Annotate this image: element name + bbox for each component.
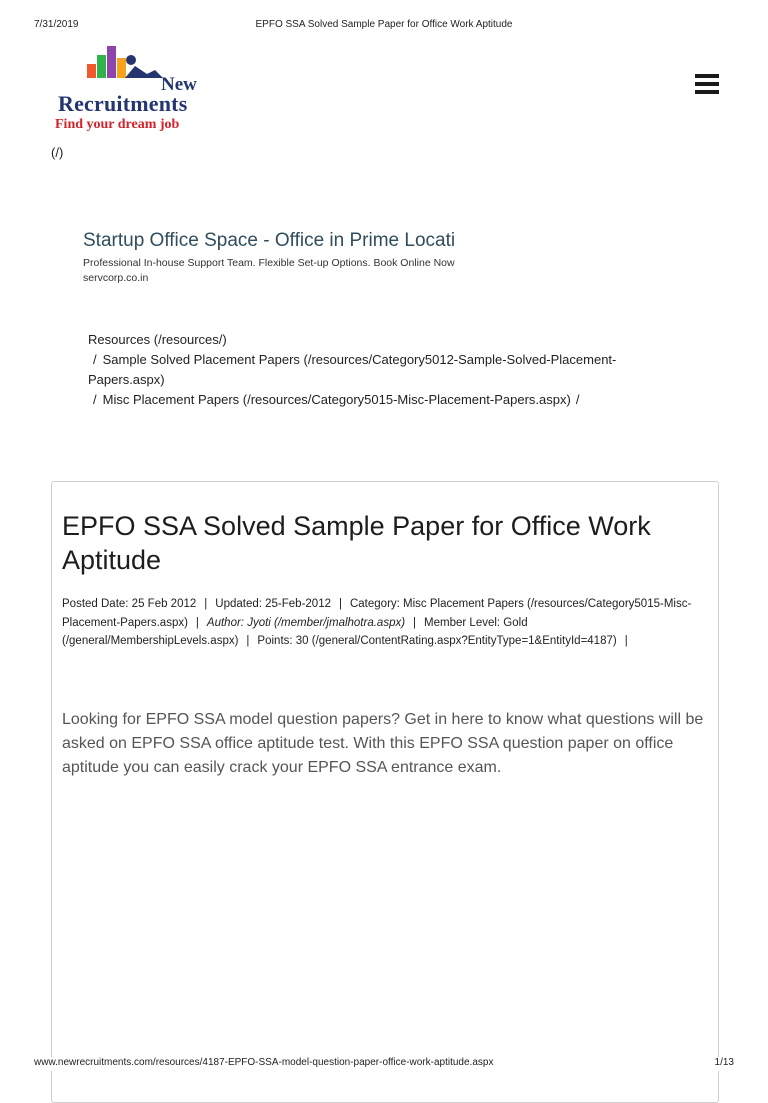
updated-date: Updated: 25-Feb-2012 [215, 598, 331, 610]
posted-date: Posted Date: 25 Feb 2012 [62, 598, 197, 610]
article-intro: Looking for EPFO SSA model question papers? Get in here to know what questions will be asked on EPFO SSA office aptitude test. With this EPFO SSA question paper on office aptitude you can easily crack your EPFO SSA entrance exam. [62, 711, 704, 776]
ad-title[interactable]: Startup Office Space - Office in Prime Locati [83, 230, 456, 251]
logo-word-new: New [161, 74, 197, 95]
hamburger-menu-icon[interactable] [695, 74, 719, 95]
author-link[interactable]: Author: Jyoti (/member/jmalhotra.aspx) [206, 616, 406, 629]
advertisement[interactable] [83, 228, 503, 284]
menu-bar [695, 74, 719, 78]
print-header [34, 19, 734, 33]
menu-bar [695, 90, 719, 94]
home-link[interactable]: (/) [51, 145, 64, 160]
logo-tagline: Find your dream job [55, 117, 180, 132]
breadcrumb-item-sample-papers[interactable]: Sample Solved Placement Papers (/resources/Category5012-Sample-Solved-Placement-Papers.aspx) [88, 352, 617, 387]
ad-url[interactable]: servcorp.co.in [83, 272, 149, 284]
print-url: www.newrecruitments.com/resources/4187-EPFO-SSA-model-question-paper-office-work-aptitude.aspx [34, 1057, 494, 1068]
category-link[interactable]: Category: Misc Placement Papers (/resources/Category5015-Misc-Placement-Papers.aspx) [62, 598, 692, 629]
article-meta: Posted Date: 25 Feb 2012 | Updated: 25-Feb-2012 | Category: Misc Placement Papers (/resources/Category5015-Misc-Placement-Papers.aspx) | Author: Jyoti (/member/jmalhotra.aspx) | Member Level: Gold (/general/MembershipLevels.aspx) | Points: 30 (/general/ContentRating.aspx?EntityType=1&EntityId=4187) | [62, 598, 692, 647]
logo-brand-name: Recruitments [58, 91, 188, 116]
menu-bar [695, 82, 719, 86]
member-level-link[interactable]: Member Level: Gold (/general/MembershipLevels.aspx) [62, 616, 528, 647]
site-logo[interactable] [55, 44, 225, 136]
breadcrumb-item-resources[interactable]: Resources (/resources/) [88, 332, 227, 347]
article-card [51, 481, 719, 1103]
breadcrumb [88, 330, 688, 410]
logo-graphic-icon [55, 44, 165, 94]
print-footer [34, 1057, 734, 1071]
print-date: 7/31/2019 [34, 19, 79, 30]
print-document-title: EPFO SSA Solved Sample Paper for Office Work Aptitude [255, 19, 513, 30]
ad-description: Professional In-house Support Team. Flexible Set-up Options. Book Online Now [83, 257, 455, 269]
points-link[interactable]: Points: 30 (/general/ContentRating.aspx?EntityType=1&EntityId=4187) [257, 635, 617, 647]
breadcrumb-item-misc-papers[interactable]: Misc Placement Papers (/resources/Category5015-Misc-Placement-Papers.aspx) [102, 392, 571, 407]
breadcrumb-row-2: / Sample Solved Placement Papers (/resources/Category5012-Sample-Solved-Placement-Papers.aspx) [88, 352, 617, 387]
page-number: 1/13 [714, 1057, 734, 1068]
article-title: EPFO SSA Solved Sample Paper for Office Work Aptitude [62, 511, 651, 575]
breadcrumb-row-3: / Misc Placement Papers (/resources/Category5015-Misc-Placement-Papers.aspx) / [93, 392, 580, 407]
